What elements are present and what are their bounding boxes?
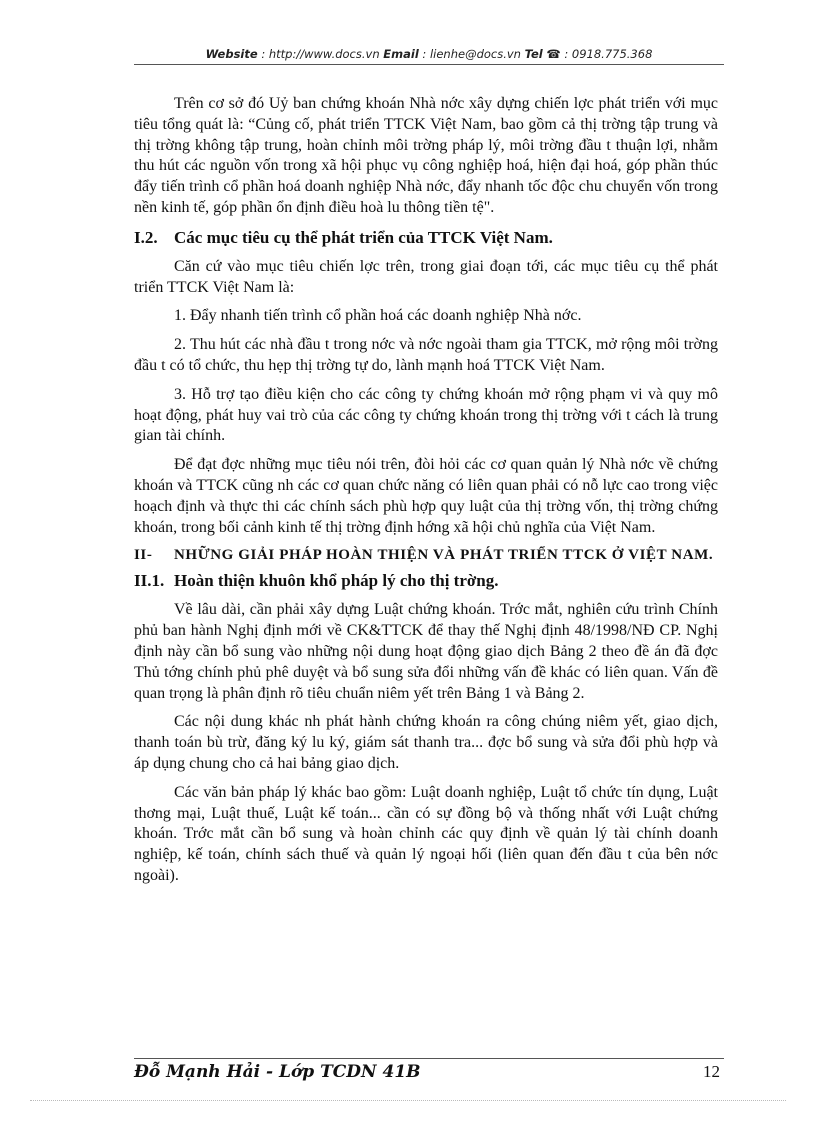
- paragraph-other-content: Các nội dung khác nh phát hành chứng khoán ra công chúng niêm yết, giao dịch, thanh toán bù trừ, đăng ký lu ký, giám sát thanh tra... đợc bổ sung và sửa đổi phù hợp và áp dụng chung cho cả hai bảng giao dịch.: [134, 713, 718, 772]
- page-header: [134, 47, 724, 61]
- list-item-3: 3. Hỗ trợ tạo điều kiện cho các công ty chứng khoán mở rộng phạm vi và quy mô hoạt động, phát huy vai trò của các công ty chứng khoán trong thị trờng với t cách là trung gian tài chính.: [134, 385, 718, 445]
- tel-value: : 0918.775.368: [560, 47, 653, 61]
- email-label: Email: [383, 47, 419, 61]
- paragraph-goals-intro: Căn cứ vào mục tiêu chiến lợc trên, trong giai đoạn tới, các mục tiêu cụ thể phát triển TTCK Việt Nam là:: [134, 257, 718, 296]
- list-item-2: 2. Thu hút các nhà đầu t trong nớc và nớc ngoài tham gia TTCK, mở rộng môi trờng đầu t có tổ chức, thu hẹp thị trờng tự do, lành mạnh hoá TTCK Việt Nam.: [134, 336, 718, 374]
- heading-ii-number: II-: [134, 547, 153, 564]
- page-body: [134, 94, 718, 895]
- website-label: Website: [205, 47, 258, 61]
- phone-icon: ☎: [546, 47, 561, 61]
- page-bottom-dotted-line: [30, 1100, 786, 1101]
- list-item-1: 1. Đẩy nhanh tiến trình cổ phần hoá các doanh nghiệp Nhà nớc.: [174, 307, 582, 325]
- tel-label: Tel: [524, 47, 543, 61]
- paragraph-requirements: Để đạt đợc những mục tiêu nói trên, đòi hỏi các cơ quan quản lý Nhà nớc về chứng khoán và TTCK cũng nh các cơ quan chức năng có liên quan phải có nỗ lực cao trong việc hoạch định và thực thi các chính sách phù hợp quy luật của thị trờng vốn, thị trờng chứng khoán, trong bối cảnh kinh tế thị trờng định hớng xã hội chủ nghĩa của Việt Nam.: [134, 456, 718, 536]
- paragraph-other-laws: Các văn bản pháp lý khác bao gồm: Luật doanh nghiệp, Luật tổ chức tín dụng, Luật thơng mại, Luật thuế, Luật kế toán... cần có sự đồng bộ và thống nhất với Luật chứng khoán. Trớc mắt cần bổ sung và hoàn chỉnh các quy định về quản lý tài chính doanh nghiệp, kế toán, chính sách thuế và quản lý ngoại hối (liên quan đến đầu t của bên nớc ngoài).: [134, 783, 718, 884]
- heading-ii-title: NHỮNG GIẢI PHÁP HOÀN THIỆN VÀ PHÁT TRIỂN TTCK Ở VIỆT NAM.: [174, 547, 714, 564]
- heading-ii1-number: II.1.: [134, 571, 165, 591]
- footer-rule: [134, 1058, 724, 1059]
- email-value: : lienhe@docs.vn: [418, 47, 525, 61]
- heading-i2: [134, 227, 718, 249]
- footer-author: Đỗ Mạnh Hải - Lớp TCDN 41B: [134, 1062, 421, 1082]
- header-rule: [134, 64, 724, 65]
- heading-ii1: [134, 570, 718, 592]
- paragraph-securities-law: Về lâu dài, cần phải xây dựng Luật chứng khoán. Trớc mắt, nghiên cứu trình Chính phủ ban hành Nghị định mới về CK&TTCK để thay thế Nghị định 48/1998/NĐ CP. Nghị định này cần bổ sung vào những nội dung hoạt động giao dịch Bảng 2 theo đề án đã đợc Thủ tớng chính phủ phê duyệt và bổ sung sửa đổi những vấn đề khác có liên quan. Vấn đề quan trọng là phân định rõ tiêu chuẩn niêm yết trên Bảng 1 và Bảng 2.: [134, 601, 718, 702]
- heading-i2-number: I.2.: [134, 227, 158, 247]
- page-number: 12: [703, 1062, 720, 1081]
- heading-ii: [134, 546, 718, 564]
- paragraph-intro: Trên cơ sở đó Uỷ ban chứng khoán Nhà nớc xây dựng chiến lợc phát triển với mục tiêu tổng quát là: “Củng cố, phát triển TTCK Việt Nam, bao gồm cả thị trờng tập trung và thị trờng không tập trung, hoàn chỉnh môi trờng pháp lý, môi trờng đầu t thuận lợi, nhằm thu hút các nguồn vốn trong xã hội phục vụ công nghiệp hoá, hiện đại hoá, góp phần thúc đẩy tiến trình cổ phần hoá doanh nghiệp Nhà nớc, đẩy nhanh tốc độc chu chuyển vốn trong nền kinh tế, góp phần ổn định điều hoà lu thông tiền tệ".: [134, 95, 718, 216]
- heading-ii1-title: Hoàn thiện khuôn khổ pháp lý cho thị trờng.: [174, 571, 499, 591]
- heading-i2-title: Các mục tiêu cụ thể phát triển của TTCK Việt Nam.: [174, 227, 553, 247]
- website-value: : http://www.docs.vn: [257, 47, 384, 61]
